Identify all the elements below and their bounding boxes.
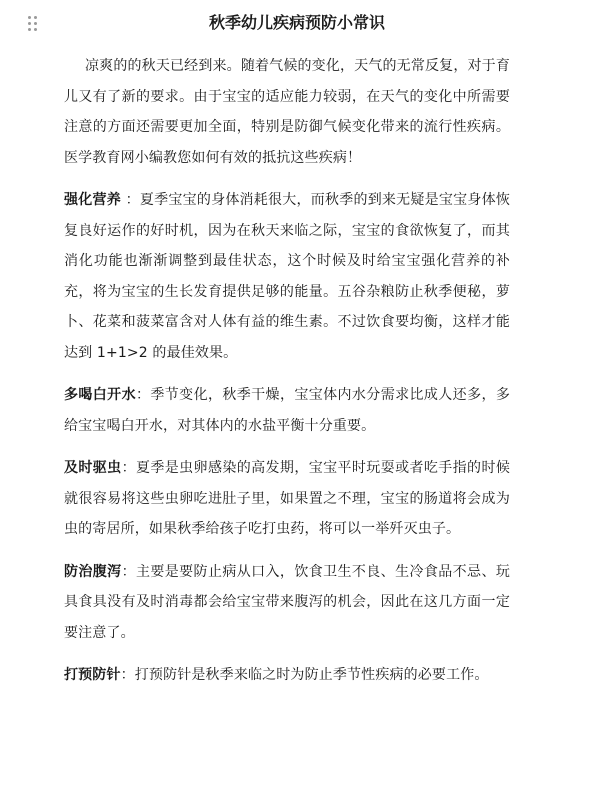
- document-title: 秋季幼儿疾病预防小常识: [208, 13, 385, 32]
- section-separator: ：: [121, 460, 136, 476]
- intro-paragraph: 凉爽的的秋天已经到来。随着气候的变化，天气的无常反复，对于育儿又有了新的要求。由于宝宝的适应能力较弱，在天气的变化中所需要注意的方面还需要更加全面，特别是防御气候变化带来的流行性疾病。医学教育网小编教您如何有效的抵抗这些疾病！: [64, 58, 510, 166]
- section-deworming: [64, 453, 510, 545]
- section-separator: ：: [120, 192, 140, 208]
- section-separator: ：: [135, 387, 151, 403]
- section-heading: 强化营养: [64, 192, 121, 208]
- section-diarrhea: [64, 557, 510, 649]
- section-text: 夏季宝宝的身体消耗很大，而秋季的到来无疑是宝宝身体恢复良好运作的好时机，因为在秋天来临之际，宝宝的食欲恢复了，而其消化功能也渐渐调整到最佳状态，这个时候及时给宝宝强化营养的补充，将为宝宝的生长发育提供足够的能量。五谷杂粮防止秋季便秘，萝卜、花菜和菠菜富含对人体有益的维生素。不过饮食要均衡，这样才能达到 1+1>2 的最佳效果。: [64, 192, 510, 361]
- section-text: 主要是要防止病从口入，饮食卫生不良、生冷食品不忌、玩具食具没有及时消毒都会给宝宝带来腹泻的机会，因此在这几方面一定要注意了。: [64, 563, 510, 641]
- section-nutrition: [64, 185, 510, 368]
- section-separator: ：: [120, 667, 135, 683]
- section-heading: 多喝白开水: [64, 387, 136, 403]
- section-heading: 打预防针: [64, 667, 121, 683]
- section-separator: ：: [121, 563, 136, 580]
- section-text: 季节变化，秋季干燥，宝宝体内水分需求比成人还多，多给宝宝喝白开水，对其体内的水盐平衡十分重要。: [64, 387, 511, 434]
- section-heading: 及时驱虫: [64, 460, 122, 476]
- document-body: [64, 51, 510, 703]
- section-vaccination: [64, 660, 510, 691]
- section-water: [64, 380, 510, 441]
- section-text: 夏季是虫卵感染的高发期，宝宝平时玩耍或者吃手指的时候就很容易将这些虫卵吃进肚子里，如果置之不理，宝宝的肠道将会成为虫的寄居所，如果秋季给孩子吃打虫药，将可以一举歼灭虫子。: [64, 460, 510, 537]
- section-text: 打预防针是秋季来临之时为防止季节性疾病的必要工作。: [134, 667, 489, 683]
- section-heading: 防治腹泻: [64, 563, 122, 580]
